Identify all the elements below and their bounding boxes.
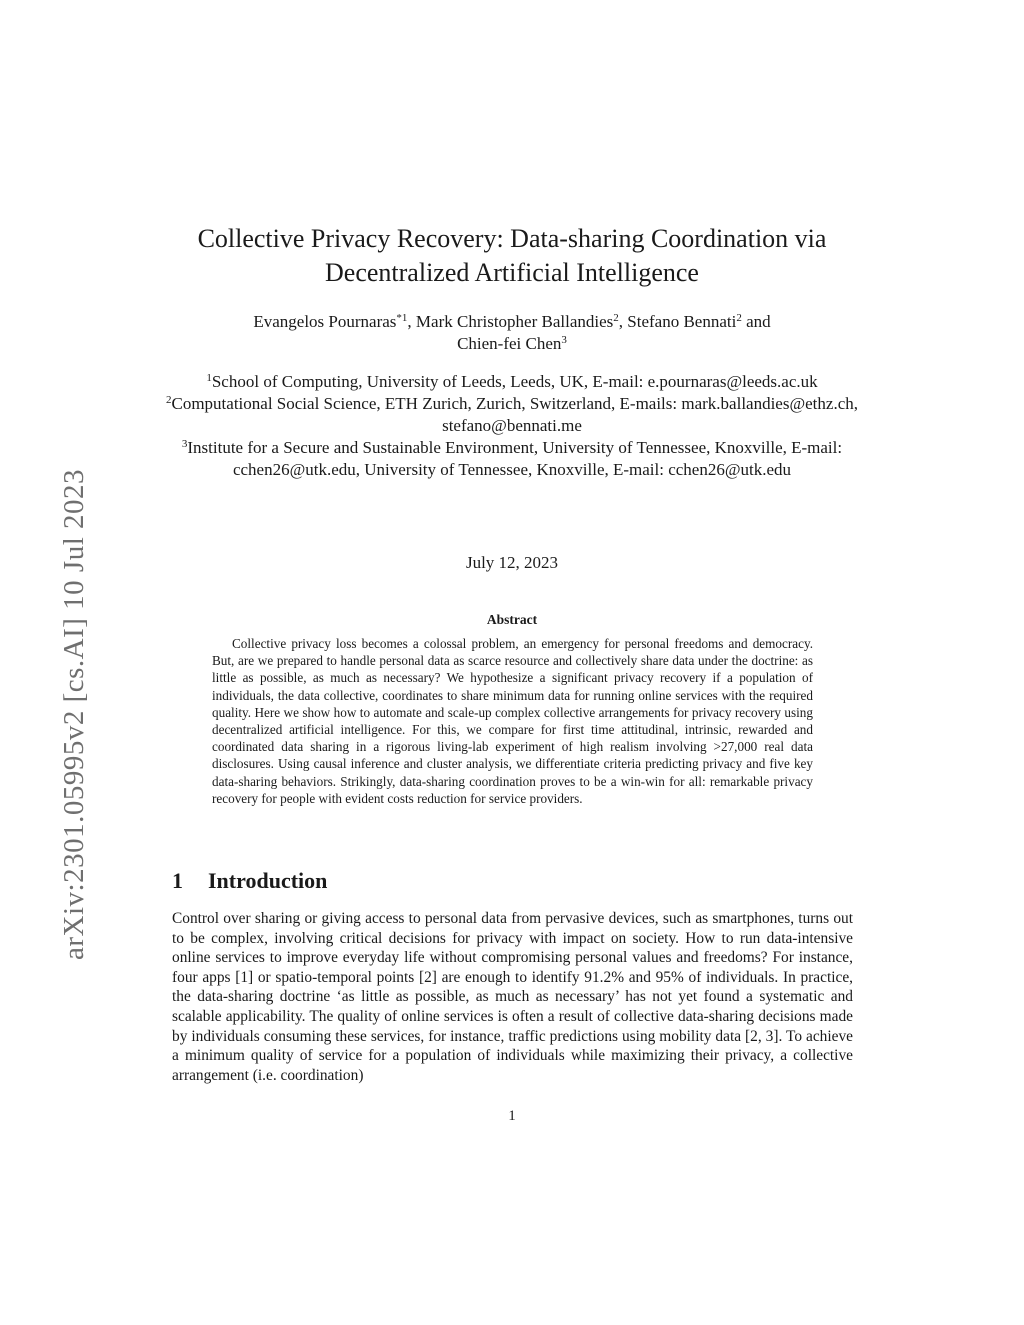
section-heading [172,868,327,894]
paper-title [150,222,874,290]
author-name: Evangelos Pournaras [253,312,397,331]
affiliation-mark: 1 [206,372,212,384]
affiliation-mark: 3 [181,438,188,450]
publication-date: July 12, 2023 [465,553,559,572]
title-line-2: Decentralized Artificial Intelligence [325,258,699,287]
page-number: 1 [508,1108,516,1124]
author-name: Chien-fei Chen [457,334,562,353]
title-line-1: Collective Privacy Recovery: Data-sharing Coordination via [197,224,827,253]
author-separator: , [618,312,628,331]
arxiv-identifier: arXiv:2301.05995v2 [cs.AI] 10 Jul 2023 [58,468,90,960]
author-and: and [741,312,771,331]
author-name: Mark Christopher Ballandies [415,312,614,331]
affiliation-text: Institute for a Secure and Sustainable Environment, University of Tennessee, Knoxville, E-mail: cchen26@utk.edu, University of Tennessee, Knoxville, E-mail: cchen26@utk.edu [187,438,843,479]
introduction-paragraph: Control over sharing or giving access to personal data from pervasive devices, such as smartphones, turns out to be complex, involving critical decisions for privacy with impact on society. How to run data-intensive online services to improve everyday life without compromising personal values and freedoms? For instance, four apps [1] or spatio-temporal points [2] are enough to identify 91.2% and 95% of individuals. In practice, the data-sharing doctrine ‘as little as possible, as much as necessary’ has not yet found a systematic and scalable applicability. The quality of online services is often a result of collective data-sharing decisions made by individuals consuming these services, for instance, traffic predictions using mobility data [2, 3]. To achieve a minimum quality of service for a population of individuals while maximizing their privacy, a collective arrangement (i.e. coordination) [172,910,853,1084]
affiliation [160,371,864,393]
affiliation-text: School of Computing, University of Leeds, Leeds, UK, E-mail: e.pournaras@leeds.ac.uk [211,372,818,391]
abstract-heading: Abstract [486,612,538,627]
section-title: Introduction [208,868,328,893]
author-separator: , [407,312,416,331]
affiliations [160,371,864,481]
affiliation [160,393,864,437]
author-mark: *1 [396,312,408,324]
author-mark: 2 [736,312,742,324]
affiliation-mark: 2 [166,394,172,406]
author-name: Stefano Bennati [627,312,737,331]
section-number: 1 [172,868,183,893]
affiliation [160,437,864,481]
affiliation-text: Computational Social Science, ETH Zurich, Zurich, Switzerland, E-mails: mark.ballandies@ethz.ch, stefano@bennati.me [171,394,858,435]
abstract-body: Collective privacy loss becomes a colossal problem, an emergency for personal freedoms and democracy. But, are we prepared to handle personal data as scarce resource and collectively share data under the doctrine: as little as possible, as much as necessary? We hypothesize a significant privacy recovery if a population of individuals, the data collective, coordinates to share minimum data for running online services with the required quality. Here we show how to automate and scale-up complex collective arrangements for privacy recovery using decentralized artificial intelligence. For this, we compare for first time attitudinal, intrinsic, rewarded and coordinated data sharing in a rigorous living-lab experiment of high realism involving >27,000 real data disclosures. Using causal inference and cluster analysis, we differentiate criteria predicting privacy and five key data-sharing behaviors. Strikingly, data-sharing coordination proves to be a win-win for all: remarkable privacy recovery for people with evident costs reduction for service providers. [212,636,813,806]
author-mark: 3 [561,334,567,346]
author-list [170,311,854,355]
author-mark: 2 [613,312,619,324]
